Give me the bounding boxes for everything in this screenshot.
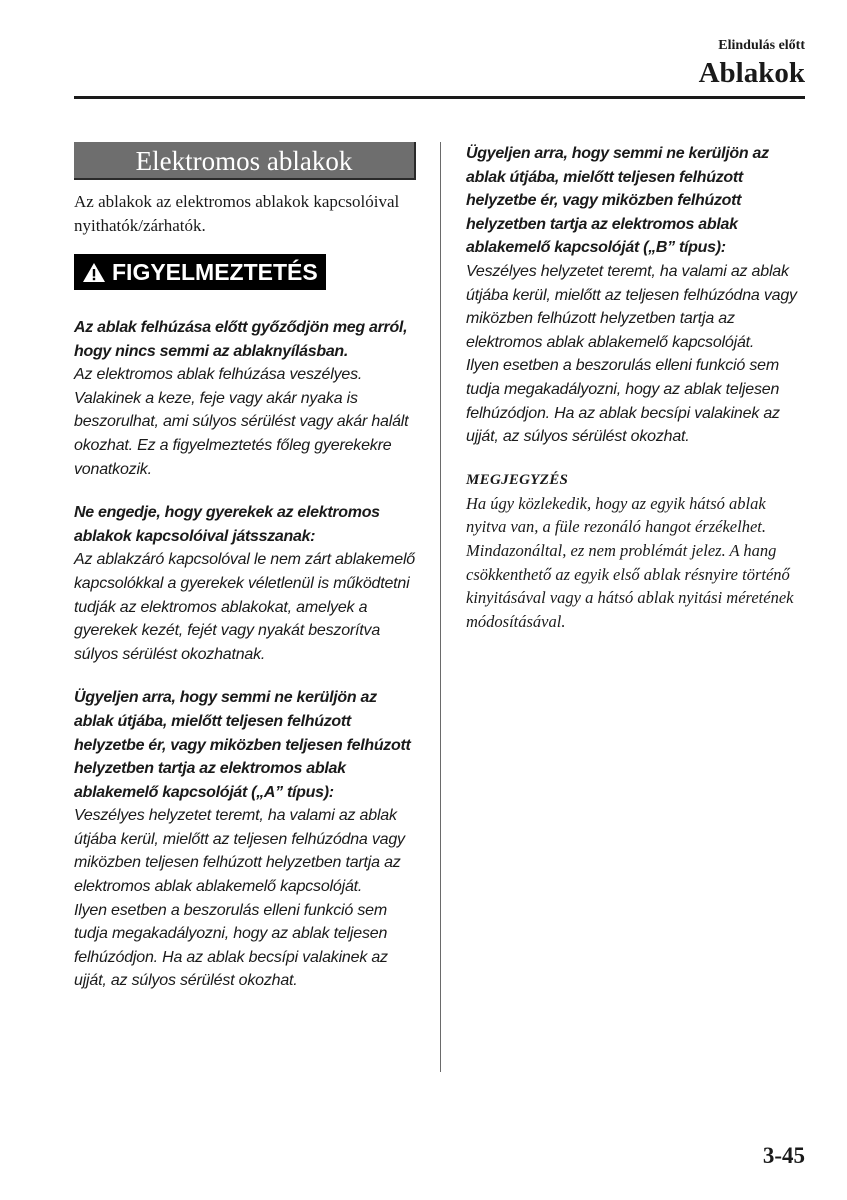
warning-text: Az ablakzáró kapcsolóval le nem zárt ablakemelő kapcsolókkal a gyerekek véletlenül is működtetni tudják az elektromos ablakokat, amelyek a gyerekek kezét, fejét vagy nyakát beszorítva súlyos sérülést okozhatnak.	[74, 551, 415, 663]
warning-text: Az elektromos ablak felhúzása veszélyes. Valakinek a keze, feje vagy akár nyaka is beszorulhat, ami súlyos sérülést vagy akár halált okozhat. Ez a figyelmeztetés főleg gyerekekre vonatkozik.	[74, 366, 409, 478]
warning-heading: Az ablak felhúzása előtt győződjön meg arról, hogy nincs semmi az ablaknyílásban.	[74, 319, 408, 360]
warning-block-1	[74, 316, 416, 481]
warning-label: FIGYELMEZTETÉS	[112, 258, 318, 285]
warning-text: Ilyen esetben a beszorulás elleni funkció sem tudja megakadályozni, hogy az ablak teljesen felhúzódjon. Ha az ablak becsípi valakinek az ujját, az súlyos sérülést okozhat.	[74, 901, 388, 990]
warning-triangle-icon	[82, 262, 106, 283]
warning-text: Veszélyes helyzetet teremt, ha valami az ablak útjába kerül, mielőtt az teljesen felhúzódna vagy miközben teljesen felhúzott helyzetben tartja az elektromos ablak ablakemelő kapcsolóját.	[74, 807, 405, 896]
page-number: 3-45	[762, 1143, 805, 1168]
chapter-subtitle: Elindulás előtt	[718, 38, 805, 53]
section-title: Elektromos ablakok	[74, 142, 416, 180]
warning-heading: Ügyeljen arra, hogy semmi ne kerüljön az ablak útjába, mielőtt teljesen felhúzott helyzetbe ér, vagy miközben teljesen felhúzott helyzetben tartja az elektromos ablak ablakemelő kapcsolóját („A” típus):	[74, 689, 411, 801]
page-title: Ablakok	[698, 57, 805, 89]
warning-block-3	[74, 686, 416, 993]
header-divider	[74, 96, 805, 99]
warning-badge	[74, 254, 326, 290]
warning-block-2	[74, 501, 416, 666]
note-title: MEGJEGYZÉS	[466, 471, 569, 488]
left-column	[74, 142, 416, 993]
warning-block-4	[466, 142, 806, 449]
note-block	[466, 469, 806, 634]
warning-heading: Ne engedje, hogy gyerekek az elektromos ablakok kapcsolóival játsszanak:	[74, 504, 380, 545]
section-intro: Az ablakok az elektromos ablakok kapcsolóival nyithatók/zárhatók.	[74, 192, 400, 235]
note-text: Ha úgy közlekedik, hogy az egyik hátsó ablak nyitva van, a füle rezonáló hangot érzékelhet. Mindazonáltal, ez nem problémát jelez. A hang csökkenthető az egyik első ablak résnyire történő kinyitásával vagy a hátsó ablak nyitási méretének módosításával.	[466, 493, 794, 631]
right-column	[466, 142, 806, 633]
warning-text: Ilyen esetben a beszorulás elleni funkció sem tudja megakadályozni, hogy az ablak teljesen felhúzódjon. Ha az ablak becsípi valakinek az ujját, az súlyos sérülést okozhat.	[466, 357, 780, 446]
column-divider	[440, 142, 441, 1072]
warning-heading: Ügyeljen arra, hogy semmi ne kerüljön az ablak útjába, mielőtt teljesen felhúzott helyzetbe ér, vagy miközben felhúzott helyzetben tartja az elektromos ablak ablakemelő kapcsolóját („B” típus):	[466, 145, 769, 257]
warning-text: Veszélyes helyzetet teremt, ha valami az ablak útjába kerül, mielőtt az teljesen felhúzódna vagy miközben felhúzott helyzetben tartja az elektromos ablak ablakemelő kapcsolóját.	[466, 262, 797, 351]
